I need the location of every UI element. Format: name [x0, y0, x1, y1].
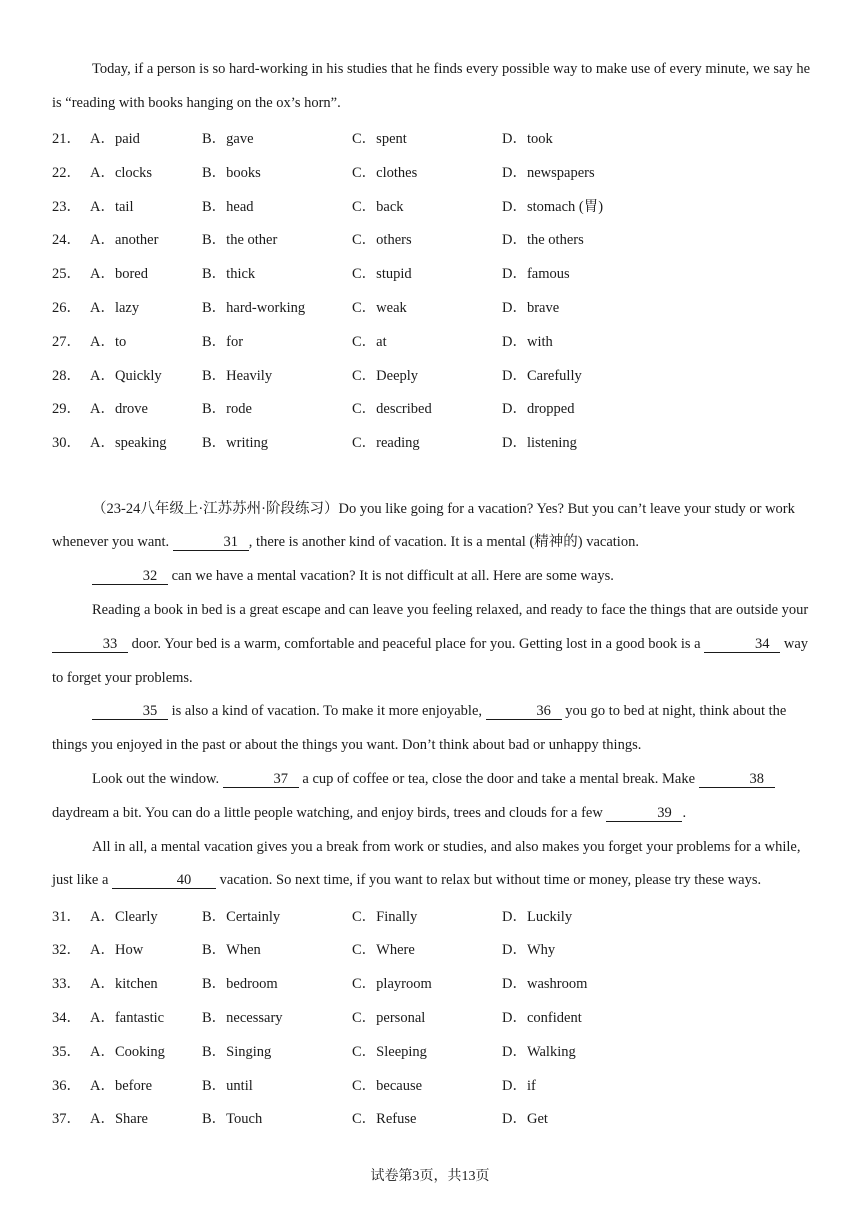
option-d[interactable]: D．listening [502, 435, 577, 452]
question-options-row [52, 323, 812, 357]
option-d[interactable]: D．newspapers [502, 164, 595, 181]
question-options-row [52, 121, 812, 155]
blank-39: 39 [606, 805, 682, 822]
option-d[interactable]: D．Luckily [502, 908, 573, 925]
question-number: 31． [52, 908, 81, 925]
question-options-row [52, 932, 812, 966]
question-options-row [52, 188, 812, 222]
question-number: 25． [52, 266, 81, 283]
option-a[interactable]: A．clocks [90, 164, 153, 181]
passage-paragraph [52, 493, 812, 561]
blank-37: 37 [223, 771, 299, 788]
blank-36: 36 [486, 703, 562, 720]
question-number: 21． [52, 130, 81, 147]
passage-text: is also a kind of vacation. To make it more enjoyable, [168, 703, 486, 720]
option-b[interactable]: B．gave [202, 130, 254, 147]
blank-33: 33 [52, 636, 128, 653]
option-a[interactable]: A．bored [90, 266, 148, 283]
passage-text: Today, if a person is so hard-working in his studies that he finds every possible way to make use of every minute, we say he is “reading with books hanging on the ox’s horn”. [52, 61, 811, 111]
option-a[interactable]: A．tail [90, 198, 134, 215]
option-b[interactable]: B．hard-working [202, 299, 306, 316]
option-d[interactable]: D．Why [502, 942, 556, 959]
passage-text: All in all, a mental vacation gives you a break from work or studies, and also makes you forget your problems for a while, just like a [52, 838, 801, 889]
option-c[interactable]: C．back [352, 198, 404, 215]
option-d[interactable]: D．stomach (胃) [502, 198, 604, 215]
passage-paragraph [52, 831, 812, 899]
option-c[interactable]: C．reading [352, 435, 420, 452]
option-a[interactable]: A．before [90, 1077, 153, 1094]
question-options-row [52, 898, 812, 932]
blank-32: 32 [92, 568, 168, 585]
passage-text: （23-24八年级上·江苏苏州·阶段练习）Do you like going for a vacation? Yes? But you can’t leave your study or work whenever you want. [52, 500, 795, 551]
question-options-row [52, 966, 812, 1000]
question-options-row [52, 425, 812, 459]
passage-paragraph [52, 695, 812, 763]
options-list-21-30 [52, 121, 812, 459]
option-b[interactable]: B．books [202, 164, 261, 181]
passage-text: . [682, 804, 687, 821]
blank-34: 34 [704, 636, 780, 653]
option-c[interactable]: C．weak [352, 299, 407, 316]
option-b[interactable]: B．Certainly [202, 908, 281, 925]
option-c[interactable]: C．Refuse [352, 1111, 417, 1128]
option-c[interactable]: C．Finally [352, 908, 418, 925]
option-b[interactable]: B．Heavily [202, 367, 273, 384]
option-c[interactable]: C．at [352, 333, 387, 350]
question-options-row [52, 1033, 812, 1067]
question-number: 37． [52, 1111, 81, 1128]
option-d[interactable]: D．with [502, 333, 553, 350]
option-b[interactable]: B．When [202, 942, 261, 959]
passage-paragraph [52, 0, 812, 121]
passage-text: daydream a bit. You can do a little people watching, and enjoy birds, trees and clouds for a few [52, 804, 607, 821]
option-a[interactable]: A．Cooking [90, 1043, 165, 1060]
option-b[interactable]: B．bedroom [202, 976, 278, 993]
passage-text: can we have a mental vacation? It is not difficult at all. Here are some ways. [168, 568, 614, 585]
option-b[interactable]: B．for [202, 333, 244, 350]
option-b[interactable]: B．Singing [202, 1043, 272, 1060]
question-options-row [52, 290, 812, 324]
option-b[interactable]: B．rode [202, 401, 252, 418]
option-c[interactable]: C．personal [352, 1009, 426, 1026]
question-number: 27． [52, 333, 81, 350]
option-d[interactable]: D．washroom [502, 976, 588, 993]
option-c[interactable]: C．because [352, 1077, 423, 1094]
option-d[interactable]: D．Get [502, 1111, 548, 1128]
passage-text: Reading a book in bed is a great escape and can leave you feeling relaxed, and ready to face the things that are outside your [92, 601, 809, 618]
option-a[interactable]: A．Quickly [90, 367, 162, 384]
blank-35: 35 [92, 703, 168, 720]
passage-paragraph [52, 763, 812, 831]
question-options-row [52, 222, 812, 256]
question-options-row [52, 1000, 812, 1034]
question-options-row [52, 154, 812, 188]
passage-text: you go to bed at night, think about the things you enjoyed in the past or about the things you want. Don’t think about bad or unhappy things. [52, 703, 787, 754]
passage-text: way to forget your problems. [52, 635, 809, 686]
option-a[interactable]: A．Share [90, 1111, 148, 1128]
passage-text: Look out the window. [92, 770, 223, 787]
option-d[interactable]: D．confident [502, 1009, 582, 1026]
option-d[interactable]: D．brave [502, 299, 560, 316]
option-a[interactable]: A．drove [90, 401, 148, 418]
passage-paragraph [52, 560, 812, 594]
question-options-row [52, 391, 812, 425]
option-c[interactable]: C．playroom [352, 976, 432, 993]
page-footer: 试卷第3页，共13页 [370, 1169, 490, 1184]
question-number: 30． [52, 435, 81, 452]
question-number: 28． [52, 367, 81, 384]
option-a[interactable]: A．speaking [90, 435, 167, 452]
question-number: 29． [52, 401, 81, 418]
blank-31: 31 [173, 534, 249, 551]
question-options-row [52, 357, 812, 391]
option-a[interactable]: A．How [90, 942, 144, 959]
option-c[interactable]: C．Deeply [352, 367, 419, 384]
question-number: 23． [52, 198, 81, 215]
option-d[interactable]: D．Walking [502, 1043, 576, 1060]
question-number: 24． [52, 232, 81, 249]
option-c[interactable]: C．Where [352, 942, 415, 959]
question-number: 35． [52, 1043, 81, 1060]
passage-text: vacation. So next time, if you want to relax but without time or money, please try these ways. [216, 872, 762, 889]
question-number: 22． [52, 164, 81, 181]
question-number: 33． [52, 976, 81, 993]
option-d[interactable]: D．took [502, 130, 553, 147]
option-a[interactable]: A．paid [90, 130, 140, 147]
exam-page [52, 0, 812, 1135]
option-a[interactable]: A．Clearly [90, 908, 158, 925]
option-b[interactable]: B．head [202, 198, 254, 215]
option-c[interactable]: C．Sleeping [352, 1043, 427, 1060]
passage-text: a cup of coffee or tea, close the door and take a mental break. Make [298, 770, 699, 787]
option-c[interactable]: C．spent [352, 130, 407, 147]
option-c[interactable]: C．clothes [352, 164, 418, 181]
option-b[interactable]: B．until [202, 1077, 253, 1094]
option-b[interactable]: B．the other [202, 232, 278, 249]
passage-text: door. Your bed is a warm, comfortable and peaceful place for you. Getting lost in a good book is a [128, 635, 705, 652]
option-d[interactable]: D．the others [502, 232, 584, 249]
option-c[interactable]: C．described [352, 401, 432, 418]
question-number: 26． [52, 299, 81, 316]
option-a[interactable]: A．another [90, 232, 159, 249]
option-d[interactable]: D．Carefully [502, 367, 582, 384]
question-options-row [52, 256, 812, 290]
option-b[interactable]: B．necessary [202, 1009, 283, 1026]
option-c[interactable]: C．others [352, 232, 412, 249]
option-b[interactable]: B．Touch [202, 1111, 263, 1128]
passage-paragraph [52, 594, 812, 695]
passage-text: , there is another kind of vacation. It is a mental (精神的) vacation. [248, 534, 639, 551]
blank-40: 40 [112, 872, 216, 889]
option-a[interactable]: A．kitchen [90, 976, 158, 993]
question-number: 36． [52, 1077, 81, 1094]
question-options-row [52, 1067, 812, 1101]
question-number: 34． [52, 1009, 81, 1026]
option-c[interactable]: C．stupid [352, 266, 412, 283]
option-b[interactable]: B．thick [202, 266, 256, 283]
option-b[interactable]: B．writing [202, 435, 269, 452]
question-number: 32． [52, 942, 81, 959]
options-list-31-37 [52, 898, 812, 1135]
option-d[interactable]: D．dropped [502, 401, 575, 418]
option-a[interactable]: A．to [90, 333, 127, 350]
option-d[interactable]: D．famous [502, 266, 570, 283]
blank-38: 38 [699, 771, 775, 788]
option-a[interactable]: A．fantastic [90, 1009, 165, 1026]
option-a[interactable]: A．lazy [90, 299, 140, 316]
option-d[interactable]: D．if [502, 1077, 536, 1094]
question-options-row [52, 1101, 812, 1135]
